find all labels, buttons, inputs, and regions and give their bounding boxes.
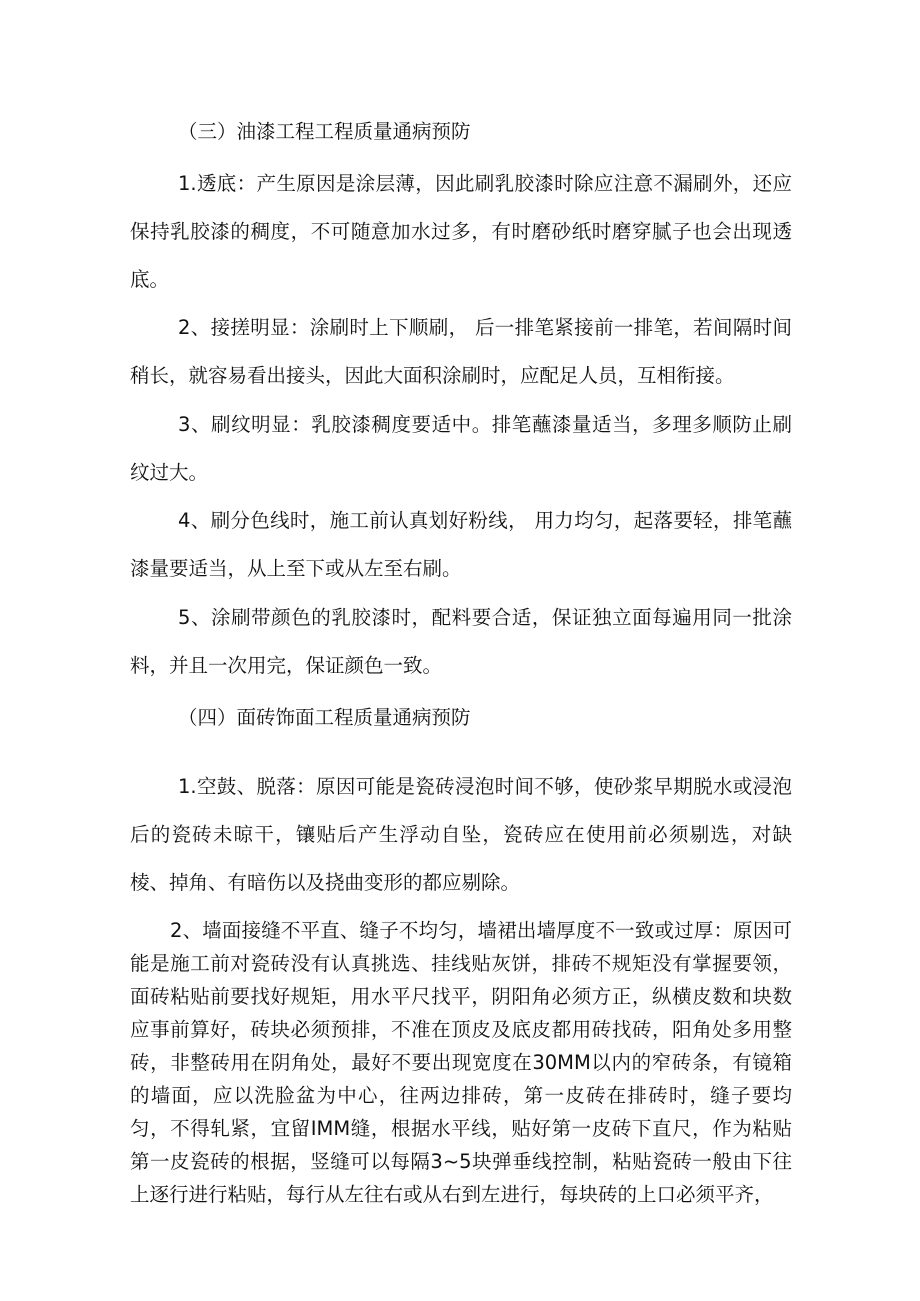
tile-item-1: 1.空鼓、脱落：原因可能是瓷砖浸泡时间不够，使砂浆早期脱水或浸泡后的瓷砖未晾干，镶贴后产生浮动自坠，瓷砖应在使用前必须剔选，对缺棱、掉角、有暗伤以及挠曲变形的都应剔除。 [130,775,792,894]
paint-item-1: 1.透底：产生原因是涂层薄，因此刷乳胶漆时除应注意不漏刷外，还应保持乳胶漆的稠度，不可随意加水过多，有时磨砂纸时磨穿腻子也会出现透底。 [130,172,792,291]
paint-item-5: 5、涂刷带颜色的乳胶漆时，配料要合适，保证独立面每遍用同一批涂料，并且一次用完，保证颜色一致。 [130,606,792,677]
paint-item-2: 2、接搓明显：涂刷时上下顺刷， 后一排笔紧接前一排笔，若间隔时间稍长，就容易看出接头，因此大面积涂刷时，应配足人员，互相衔接。 [130,316,792,387]
paint-item-4: 4、刷分色线时，施工前认真划好粉线， 用力均匀，起落要轻，排笔蘸漆量要适当，从上至下或从左至右刷。 [130,509,792,580]
section-heading-paint: （三）油漆工程工程质量通病预防 [178,120,471,143]
tile-item-2: 2、墙面接缝不平直、缝子不均匀，墙裙出墙厚度不一致或过厚：原因可能是施工前对瓷砖没有认真挑选、挂线贴灰饼，排砖不规矩没有掌握要领，面砖粘贴前要找好规矩，用水平尺找平，阴阳角必须方正，纵横皮数和块数应事前算好，砖块必须预排，不准在顶皮及底皮都用砖找砖，阳角处多用整砖，非整砖用在阴角处，最好不要出现宽度在30MM以内的窄砖条，有镜箱的墙面，应以洗脸盆为中心，往两边排砖，第一皮砖在排砖时，缝子要均匀，不得轧紧，宜留IMM缝，根据水平线，贴好第一皮砖下直尺，作为粘贴第一皮瓷砖的根据，竖缝可以每隔3~5块弹垂线控制，粘贴瓷砖一般由下往上逐行进行粘贴，每行从左往右或从右到左进行，每块砖的上口必须平齐， [130,919,792,1206]
paint-item-3: 3、刷纹明显：乳胶漆稠度要适中。排笔蘸漆量适当，多理多顺防止刷纹过大。 [130,413,792,484]
section-heading-tile: （四）面砖饰面工程质量通病预防 [178,706,471,729]
